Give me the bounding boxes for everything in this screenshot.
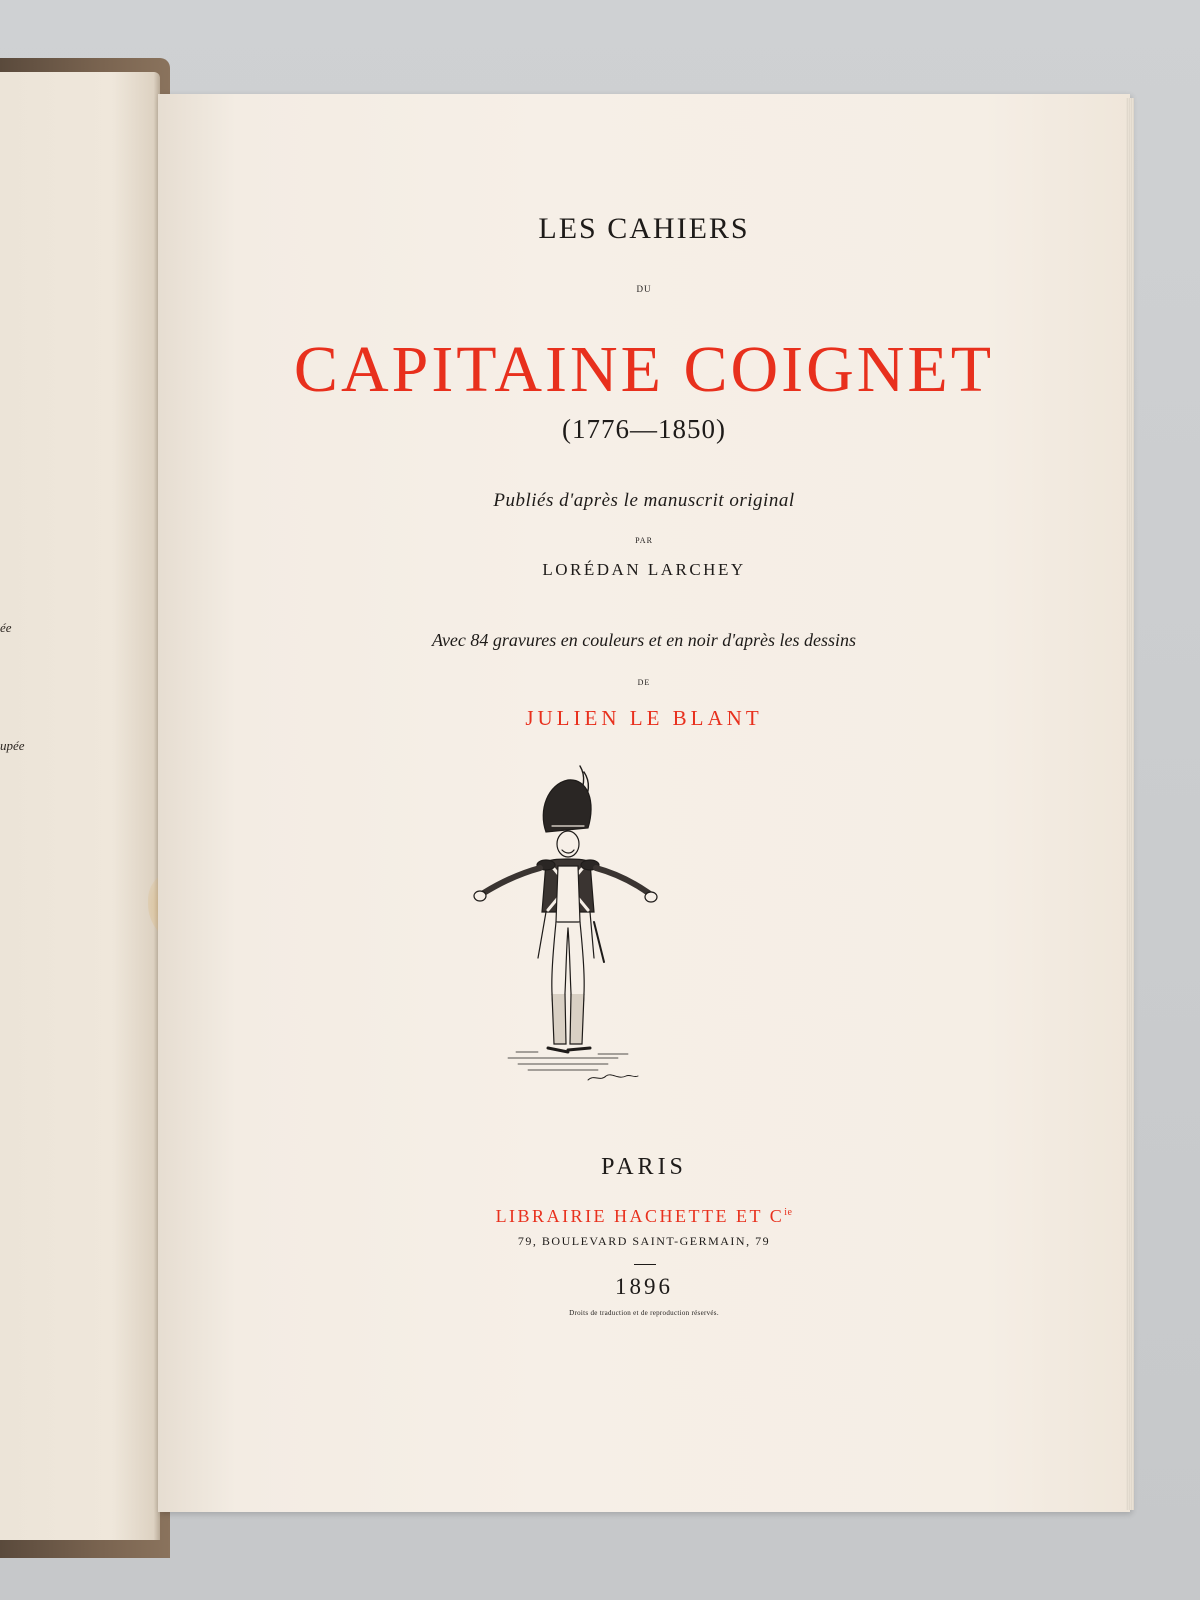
title-line-2: DU <box>636 284 652 294</box>
imprint-city: PARIS <box>601 1154 687 1180</box>
illustrations-note: Avec 84 gravures en couleurs et en noir d'après les dessins <box>431 630 857 650</box>
left-page-fragment: upée <box>0 738 25 753</box>
dates: (1776—1850) <box>562 414 726 444</box>
publisher-superscript: ie <box>784 1207 793 1218</box>
title-line-1: LES CAHIERS <box>538 212 750 245</box>
left-page <box>0 72 160 1540</box>
divider-rule <box>634 1264 656 1265</box>
soldier-engraving <box>468 762 658 1092</box>
illustrator-name: JULIEN LE BLANT <box>525 706 763 730</box>
title-page <box>158 94 1130 1512</box>
author-name: LORÉDAN LARCHEY <box>542 560 746 579</box>
par-label: PAR <box>635 536 653 545</box>
publication-year: 1896 <box>615 1274 673 1299</box>
publisher-name <box>158 1206 1130 1227</box>
subtitle: Publiés d'après le manuscrit original <box>493 490 795 511</box>
book-title: CAPITAINE COIGNET <box>293 333 995 406</box>
de-label: DE <box>637 678 651 687</box>
page-stack-edge <box>1126 98 1134 1510</box>
publisher-text: LIBRAIRIE HACHETTE ET C <box>495 1206 785 1226</box>
publisher-address: 79, BOULEVARD SAINT-GERMAIN, 79 <box>517 1234 771 1248</box>
rights-notice: Droits de traduction et de reproduction réservés. <box>569 1309 719 1317</box>
left-page-fragment: ée <box>0 620 12 635</box>
